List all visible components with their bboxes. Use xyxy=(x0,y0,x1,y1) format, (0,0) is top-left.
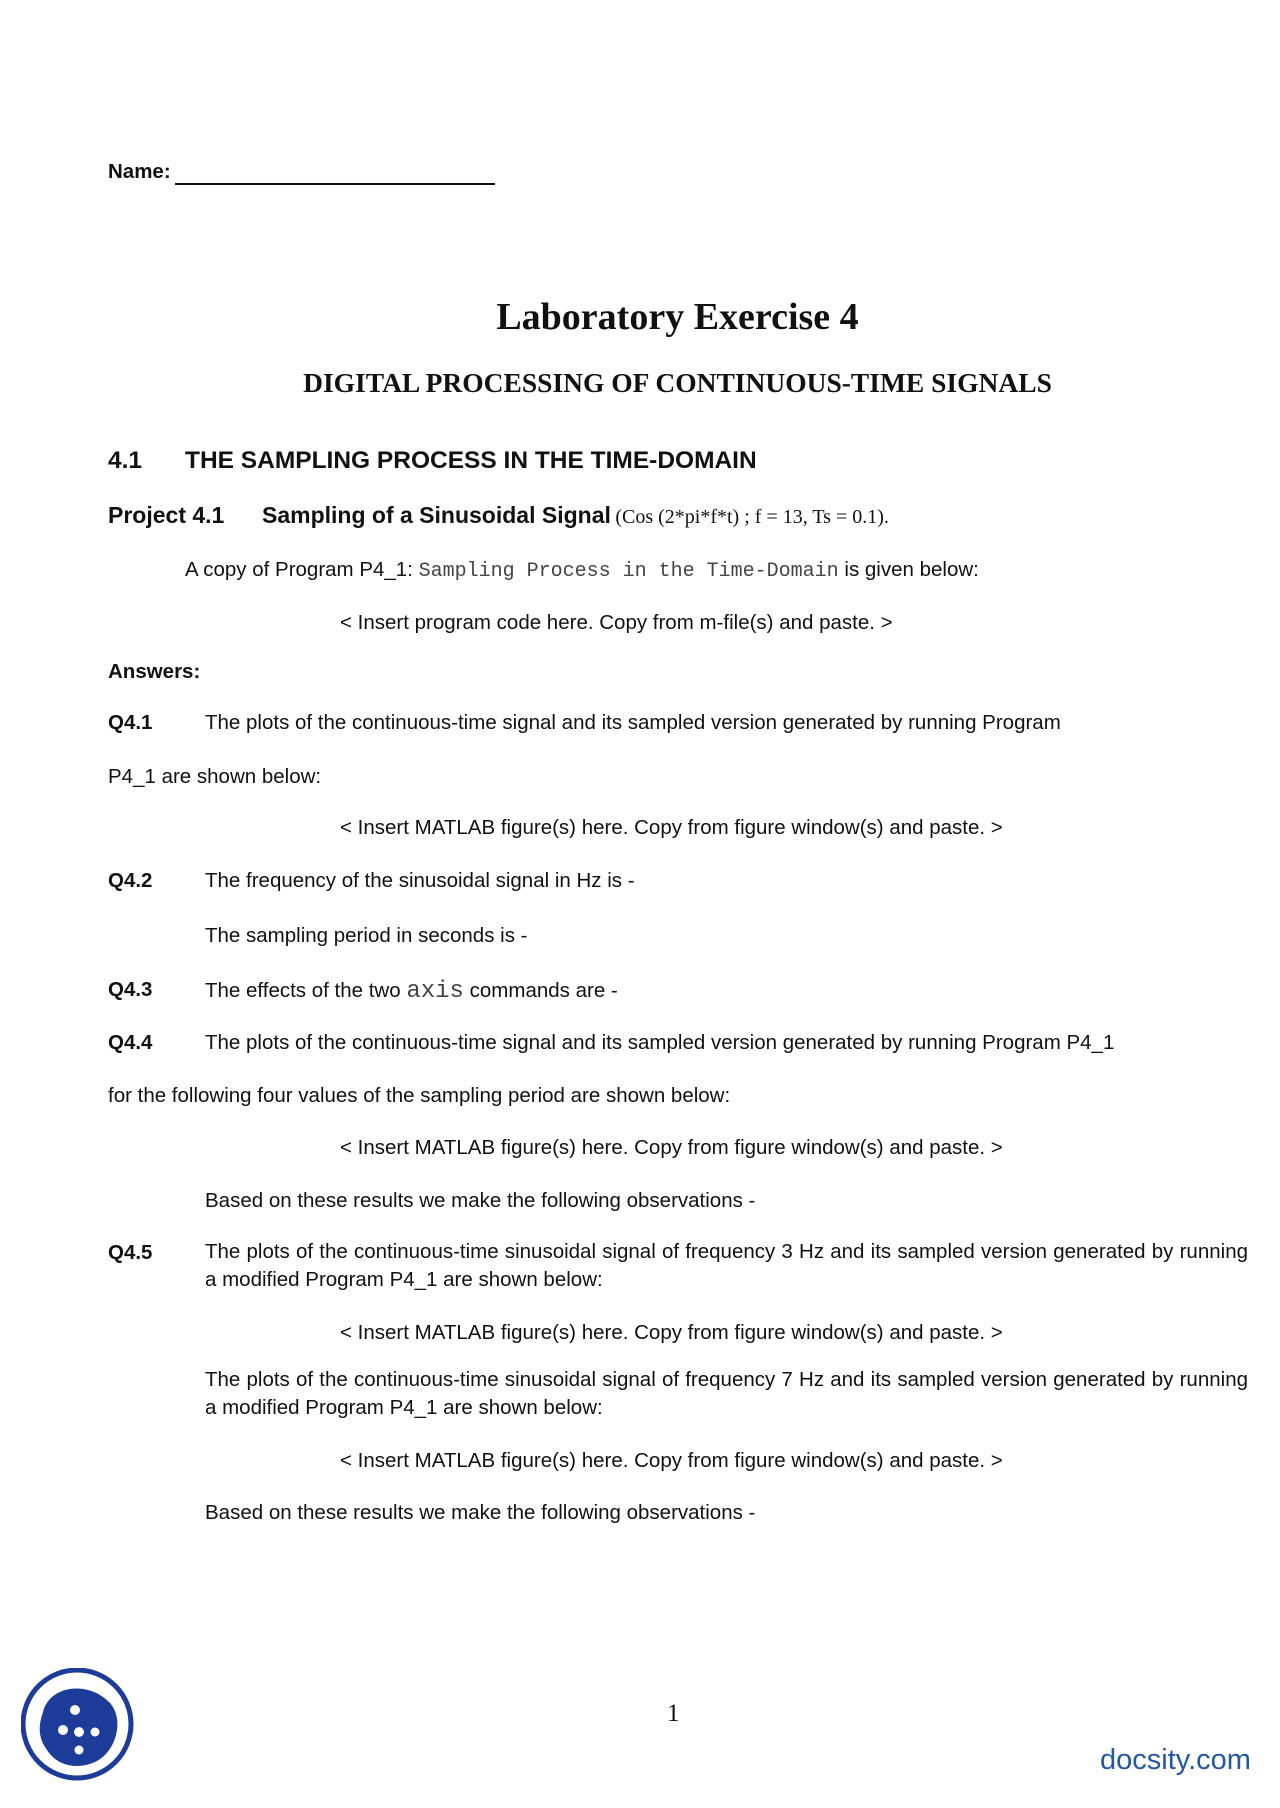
project-title-line xyxy=(262,502,889,529)
q45-text-2: The plots of the continuous-time sinusoidal signal of frequency 7 Hz and its sampled version generated by running a modified Program P4_1 are shown below: xyxy=(205,1368,1248,1419)
q45-text: The plots of the continuous-time sinusoidal signal of frequency 3 Hz and its sampled version generated by running a modified Program P4_1 are shown below: xyxy=(205,1240,1248,1291)
q43-code: axis xyxy=(406,978,464,1005)
q43-suffix: commands are - xyxy=(463,979,618,1002)
docsity-logo-icon xyxy=(21,1668,134,1781)
name-field-line[interactable] xyxy=(175,183,495,185)
q42-text-line1: The frequency of the sinusoidal signal in Hz is - xyxy=(205,869,635,892)
q45-observations: Based on these results we make the following observations - xyxy=(205,1501,756,1524)
q42-text-line2: The sampling period in seconds is - xyxy=(205,924,528,947)
project-heading xyxy=(108,502,224,529)
q43-label: Q4.3 xyxy=(108,978,153,1001)
q43-text xyxy=(205,978,618,1005)
insert-code-placeholder: < Insert program code here. Copy from m-file(s) and paste. > xyxy=(340,611,893,634)
page-subtitle: DIGITAL PROCESSING OF CONTINUOUS-TIME SIGNALS xyxy=(303,367,1052,398)
program-copy-line xyxy=(185,558,979,583)
answers-label: Answers: xyxy=(108,660,201,683)
program-code-name: Sampling Process in the Time-Domain xyxy=(418,560,839,583)
q44-insert-placeholder: < Insert MATLAB figure(s) here. Copy from figure window(s) and paste. > xyxy=(340,1136,1003,1159)
q41-text-line2: P4_1 are shown below: xyxy=(108,765,322,788)
program-copy-prefix: A copy of Program P4_1: xyxy=(185,558,419,581)
q44-text-line2: for the following four values of the sampling period are shown below: xyxy=(108,1084,731,1107)
q41-insert-placeholder: < Insert MATLAB figure(s) here. Copy from figure window(s) and paste. > xyxy=(340,816,1003,839)
q41-label: Q4.1 xyxy=(108,711,153,734)
page-number: 1 xyxy=(667,1700,680,1727)
q45-insert-placeholder-1: < Insert MATLAB figure(s) here. Copy from figure window(s) and paste. > xyxy=(340,1321,1003,1344)
project-params: (Cos (2*pi*f*t) ; f = 13, Ts = 0.1). xyxy=(615,506,889,528)
project-label: Project 4.1 xyxy=(108,502,225,528)
name-label: Name: xyxy=(108,160,171,183)
q44-label: Q4.4 xyxy=(108,1031,153,1054)
q45-insert-placeholder-2: < Insert MATLAB figure(s) here. Copy from figure window(s) and paste. > xyxy=(340,1449,1003,1472)
q44-text-line1: The plots of the continuous-time signal and its sampled version generated by running Program P4_1 xyxy=(205,1031,1115,1054)
program-copy-suffix: is given below: xyxy=(838,558,979,581)
project-title: Sampling of a Sinusoidal Signal xyxy=(262,502,611,528)
q45-label: Q4.5 xyxy=(108,1241,153,1264)
section-number: 4.1 xyxy=(108,447,143,474)
q43-prefix: The effects of the two xyxy=(205,979,407,1002)
q44-observations: Based on these results we make the following observations - xyxy=(205,1189,756,1212)
docsity-brand-link[interactable]: docsity.com xyxy=(1100,1744,1251,1776)
q41-text-line1: The plots of the continuous-time signal and its sampled version generated by running Program xyxy=(205,711,1061,734)
page-title: Laboratory Exercise 4 xyxy=(496,296,859,338)
section-title: THE SAMPLING PROCESS IN THE TIME-DOMAIN xyxy=(185,447,757,474)
q42-label: Q4.2 xyxy=(108,869,153,892)
